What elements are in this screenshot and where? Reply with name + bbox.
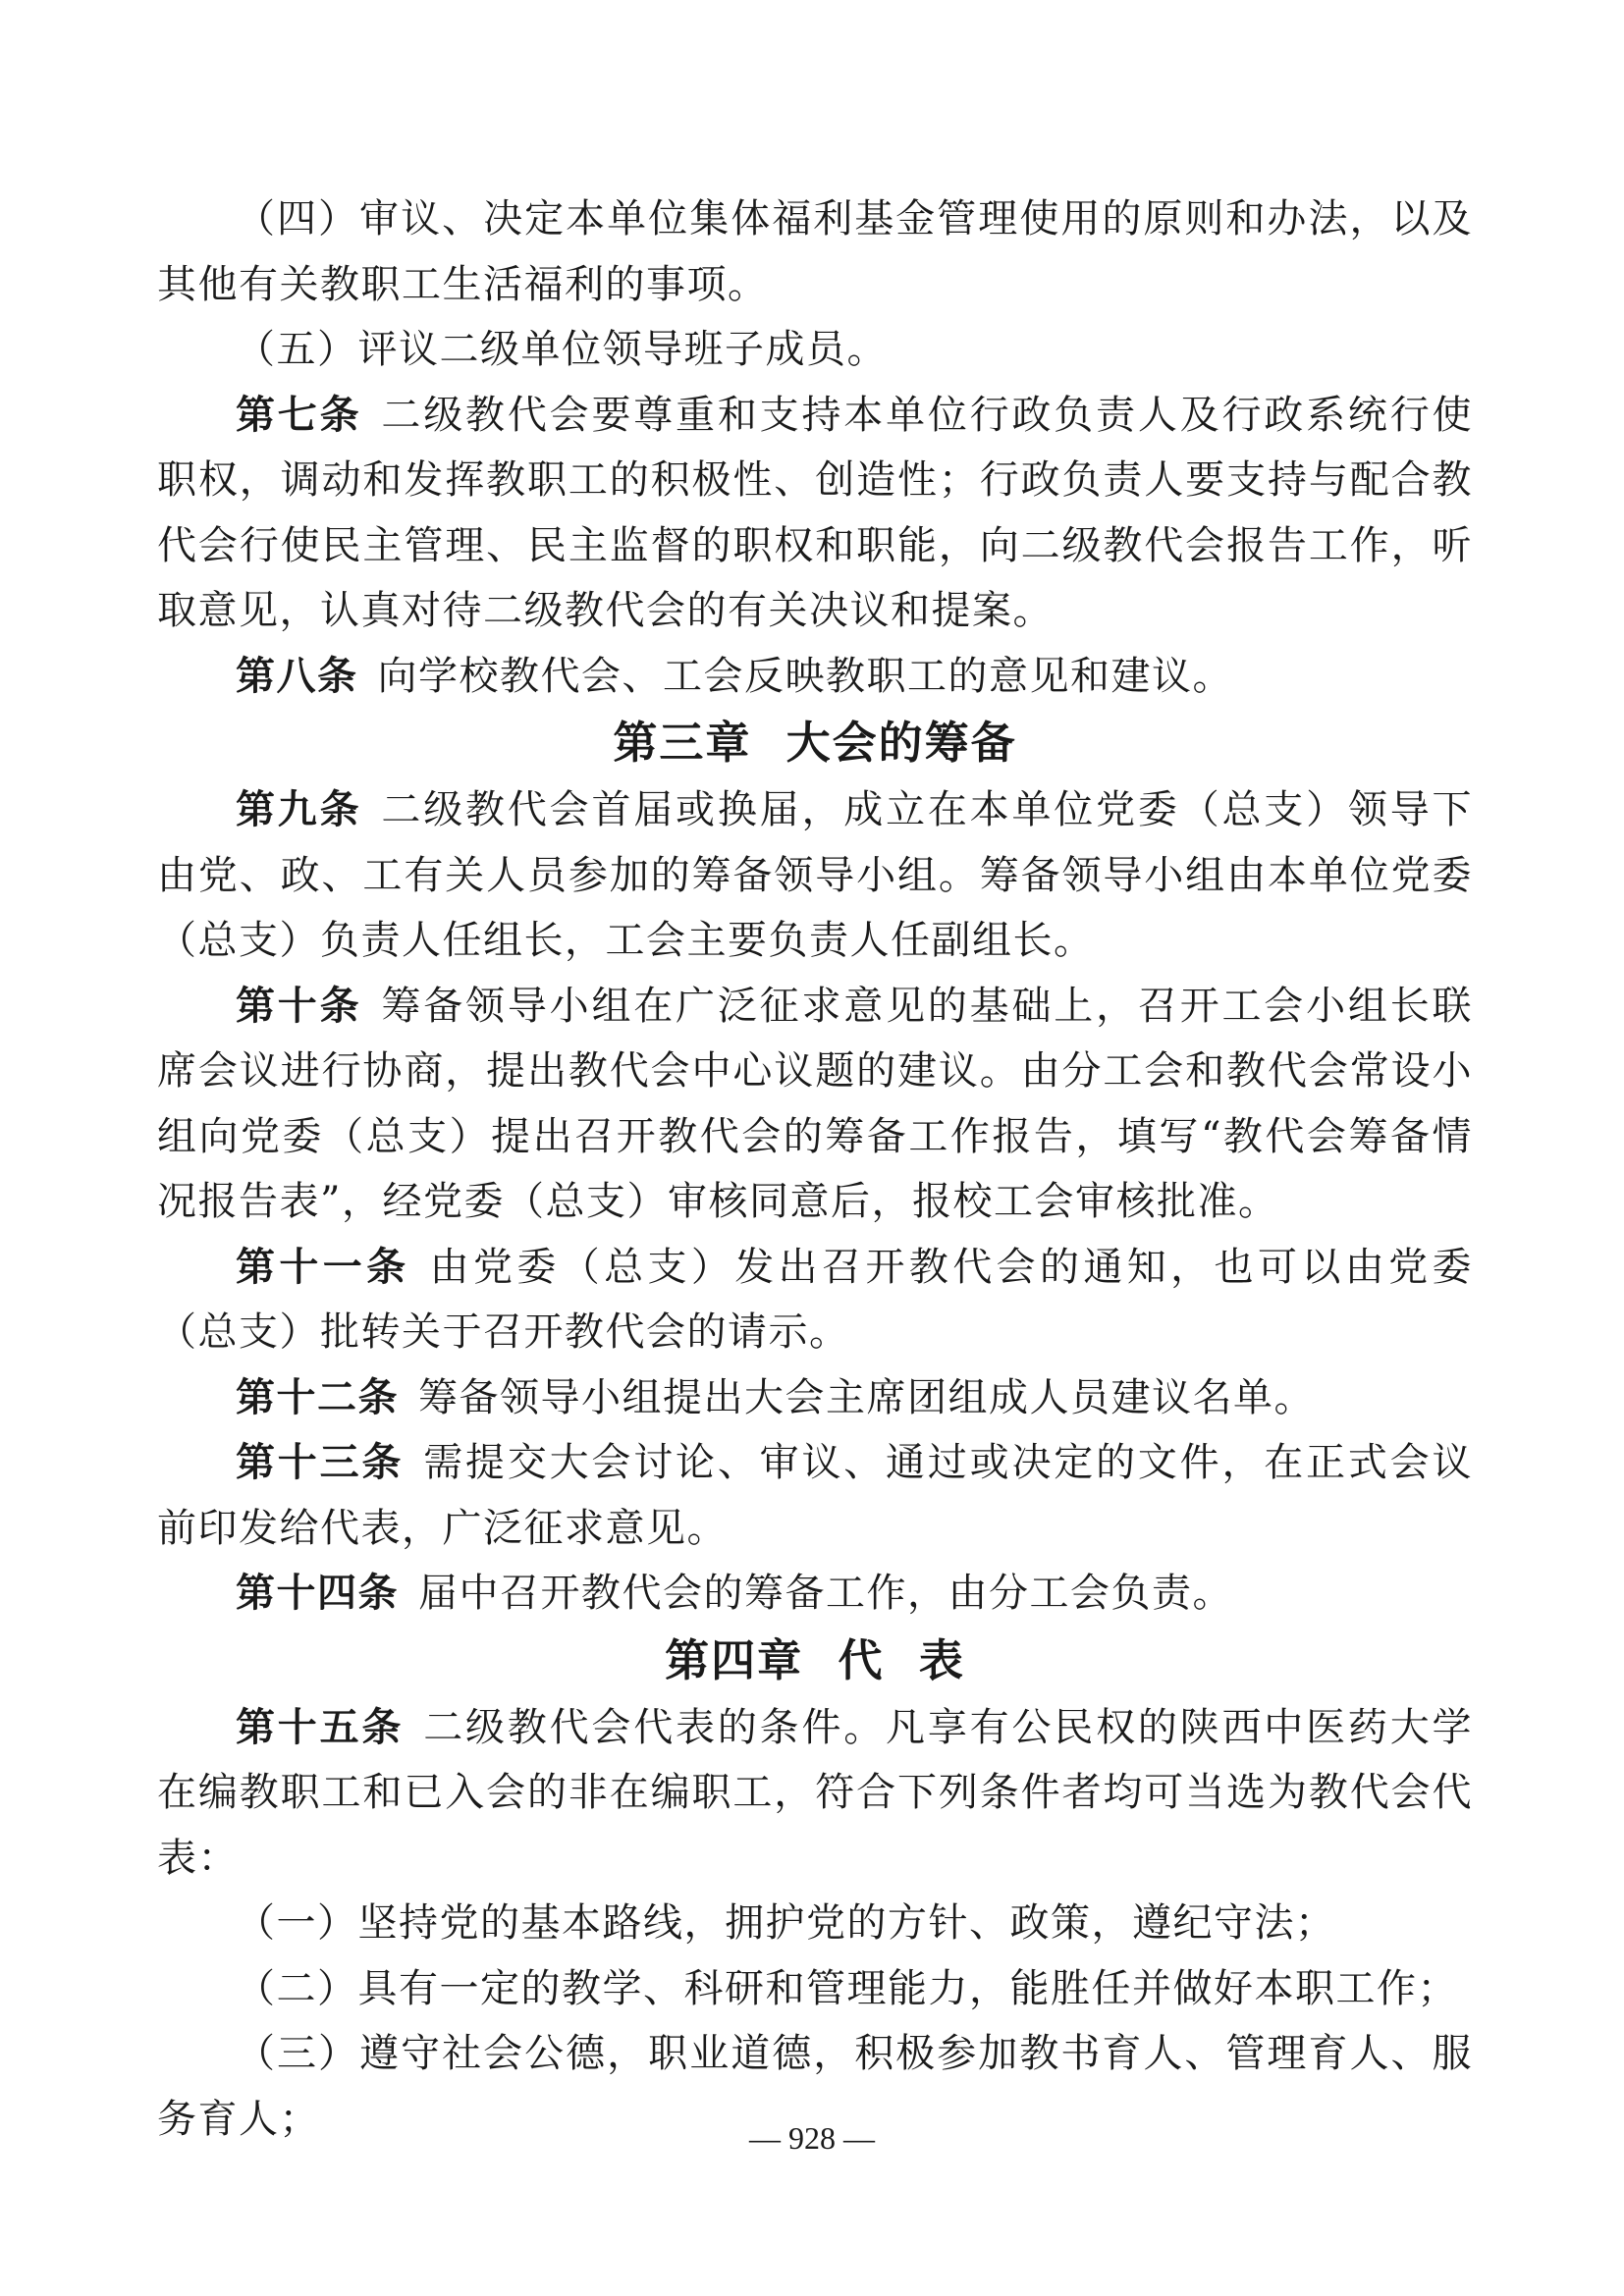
article-text: 二级教代会要尊重和支持本单位行政负责人及行政系统行使职权，调动和发挥教职工的积极性、创造性；行政负责人要支持与配合教代会行使民主管理、民主监督的职权和职能，向二级教代会报告工作，听取意见，认真对待二级教代会的有关决议和提案。 [157,392,1474,633]
article-paragraph [157,1561,1473,1627]
article-number: 第十四条 [236,1571,399,1616]
article-number: 第十三条 [236,1440,405,1485]
article-paragraph [157,1430,1473,1561]
document-body [157,187,1473,2152]
article-text: 由党委（总支）发出召开教代会的通知，也可以由党委（总支）批转关于召开教代会的请示。 [157,1244,1474,1355]
clause-paragraph: （二）具有一定的教学、科研和管理能力，能胜任并做好本职工作； [236,1965,1458,2011]
chapter-heading: 第四章 代 表 [665,1633,965,1686]
article-text: 向学校教代会、工会反映教职工的意见和建议。 [377,653,1233,699]
article-number: 第八条 [236,653,358,699]
chapter-heading: 第三章 大会的筹备 [613,717,1017,769]
article-text: 筹备领导小组提出大会主席团组成人员建议名单。 [418,1374,1315,1420]
article-number: 第十一条 [236,1244,410,1290]
article-paragraph [157,1365,1473,1431]
article-number: 第十五条 [236,1704,405,1750]
clause-paragraph: （五）评议二级单位领导班子成员。 [236,327,888,372]
article-text: 需提交大会讨论、审议、通过或决定的文件，在正式会议前印发给代表，广泛征求意见。 [157,1440,1474,1551]
clause-paragraph: （四）审议、决定本单位集体福利基金管理使用的原则和办法，以及其他有关教职工生活福利的事项。 [157,196,1473,307]
clause-paragraph: （一）坚持党的基本路线，拥护党的方针、政策，遵纪守法； [236,1900,1336,1946]
article-number: 第七条 [236,392,362,438]
article-paragraph [157,1695,1473,1892]
page-number: — 928 — [749,2120,875,2156]
article-text: 二级教代会首届或换届，成立在本单位党委（总支）领导下由党、政、工有关人员参加的筹备领导小组。筹备领导小组由本单位党委（总支）负责人任组长，工会主要负责人任副组长。 [157,787,1474,963]
article-paragraph [157,644,1473,710]
article-text: 届中召开教代会的筹备工作，由分工会负责。 [418,1571,1233,1616]
article-paragraph [157,1235,1473,1365]
article-text: 二级教代会代表的条件。凡享有公民权的陕西中医药大学在编教职工和已入会的非在编职工，符合下列条件者均可当选为教代会代表： [157,1704,1474,1881]
article-paragraph [157,974,1473,1235]
article-paragraph [157,383,1473,644]
article-number: 第九条 [236,787,362,832]
article-number: 第十二条 [236,1374,399,1420]
article-text: 筹备领导小组在广泛征求意见的基础上，召开工会小组长联席会议进行协商，提出教代会中心议题的建议。由分工会和教代会常设小组向党委（总支）提出召开教代会的筹备工作报告，填写“教代会筹备情况报告表”，经党委（总支）审核同意后，报校工会审核批准。 [157,983,1474,1224]
article-number: 第十条 [236,983,362,1029]
article-paragraph [157,777,1473,974]
clause-paragraph: （三）遵守社会公德，职业道德，积极参加教书育人、管理育人、服务育人； [157,2031,1473,2142]
